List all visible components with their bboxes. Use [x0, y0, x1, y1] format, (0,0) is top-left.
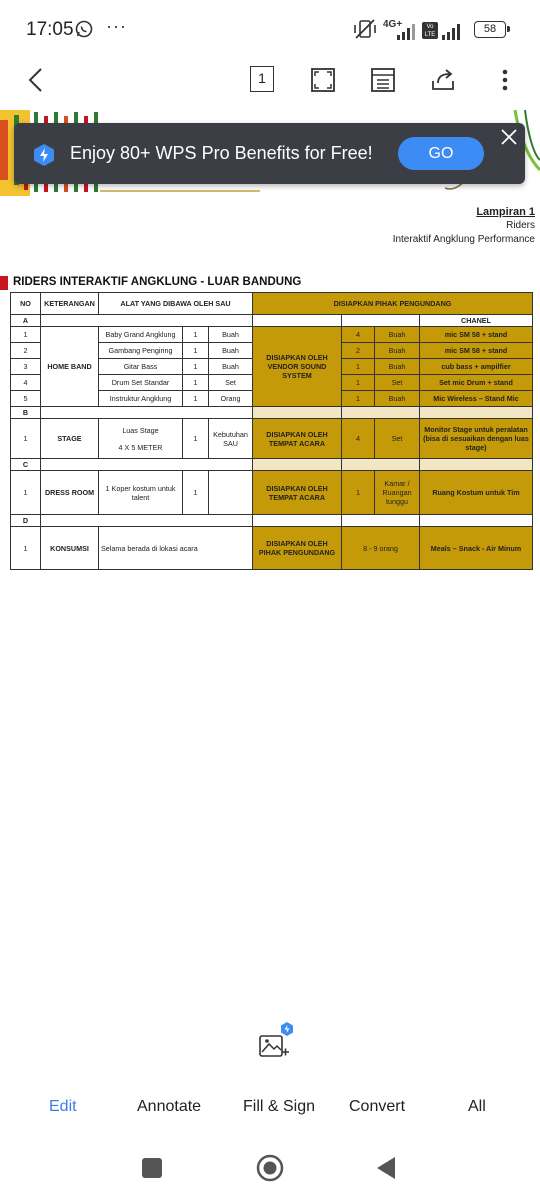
homeband-label: HOME BAND — [41, 327, 99, 407]
table-row: 3 Gitar Bass 1 Buah 1 Buah cub bass + ampilfier — [11, 359, 533, 375]
table-row: 1 DRESS ROOM 1 Koper kostum untuk talent 1 DISIAPKAN OLEH TEMPAT ACARA 1 Kamar / Ruangan tunggu Ruang Kostum untuk Tim — [11, 471, 533, 515]
table-row: 5 Instruktur Angklung 1 Orang 1 Buah Mic Wireless – Stand Mic — [11, 391, 533, 407]
insert-image-icon[interactable] — [258, 1022, 294, 1060]
dressroom-label: DRESS ROOM — [41, 471, 99, 515]
signal-icon-sim2 — [441, 24, 465, 40]
appendix-subtitle-1: Riders — [506, 220, 535, 231]
table-row: 1 HOME BAND Baby Grand Angklung 1 Buah DISIAPKAN OLEH VENDOR SOUND SYSTEM 4 Buah mic SM 58 + stand — [11, 327, 533, 343]
volte-icon: Vo LTE — [422, 22, 438, 39]
homeband-provider: DISIAPKAN OLEH VENDOR SOUND SYSTEM — [253, 327, 342, 407]
signal-icon-sim1 — [396, 24, 418, 40]
reading-mode-icon[interactable] — [368, 65, 398, 95]
table-row: 2 Gambang Pengiring 1 Buah 2 Buah mic SM 58 + stand — [11, 343, 533, 359]
table-title: RIDERS INTERAKTIF ANGKLUNG - LUAR BANDUNG — [13, 276, 302, 288]
section-a-row — [11, 315, 533, 327]
appendix-label — [393, 205, 535, 247]
more-notifications-icon: ··· — [106, 16, 127, 36]
status-time: 17:05 — [26, 19, 74, 40]
section-d-label: D — [11, 515, 41, 527]
share-icon[interactable] — [428, 65, 458, 95]
fill-sign-tab[interactable]: Fill & Sign — [243, 1098, 316, 1115]
header-alat: ALAT YANG DIBAWA OLEH SAU — [99, 293, 253, 315]
all-tab[interactable]: All — [468, 1098, 486, 1115]
header-disiapkan: DISIAPKAN PIHAK PENGUNDANG — [253, 293, 533, 315]
network-type: 4G+ — [383, 19, 403, 30]
edit-tab[interactable]: Edit — [49, 1098, 77, 1115]
convert-tab[interactable]: Convert — [349, 1098, 406, 1115]
whatsapp-icon — [75, 20, 93, 38]
document-view[interactable] — [0, 110, 540, 1050]
system-nav-bar — [0, 1140, 540, 1200]
back-arrow-icon[interactable] — [22, 65, 52, 95]
go-button[interactable]: GO — [398, 137, 484, 170]
promo-text: Enjoy 80+ WPS Pro Benefits for Free! — [70, 143, 373, 163]
table-header-row — [11, 293, 533, 315]
section-c-row — [11, 459, 533, 471]
konsumsi-label: KONSUMSI — [41, 527, 99, 570]
table-row: 4 Drum Set Standar 1 Set 1 Set Set mic Drum + stand — [11, 375, 533, 391]
section-c-label: C — [11, 459, 41, 471]
lightning-bolt-icon — [32, 143, 56, 167]
table-row: 1 STAGE Luas Stage 4 X 5 METER 1 Kebutuhan SAU DISIAPKAN OLEH TEMPAT ACARA 4 Set Monitor Stage untuk peralatan (bisa di sesuaikan dengan luas stage) — [11, 419, 533, 459]
title-marker — [0, 276, 8, 290]
battery-indicator: 58 — [474, 21, 506, 38]
toolbar — [0, 60, 540, 110]
close-icon[interactable] — [500, 128, 518, 146]
bottom-toolbar — [0, 1080, 540, 1140]
table-row: 1 KONSUMSI Selama berada di lokasi acara DISIAPKAN OLEH PIHAK PENGUNDANG 8 - 9 orang Meals – Snack - Air Minum — [11, 527, 533, 570]
promo-banner[interactable] — [14, 123, 525, 184]
more-vert-icon[interactable] — [490, 65, 520, 95]
back-nav-icon[interactable] — [375, 1156, 397, 1180]
status-bar — [0, 0, 540, 60]
appendix-title: Lampiran 1 — [476, 206, 535, 218]
appendix-subtitle-2: Interaktif Angklung Performance — [392, 234, 535, 245]
section-d-row — [11, 515, 533, 527]
header-no: NO — [11, 293, 41, 315]
page-count-button[interactable]: 1 — [250, 66, 274, 92]
section-b-label: B — [11, 407, 41, 419]
riders-table — [10, 292, 533, 570]
vibrate-mute-icon — [352, 18, 378, 40]
recents-icon[interactable] — [141, 1157, 163, 1179]
annotate-tab[interactable]: Annotate — [137, 1098, 202, 1115]
section-a-label: A — [11, 315, 41, 327]
section-b-row — [11, 407, 533, 419]
header-keterangan: KETERANGAN — [41, 293, 99, 315]
home-icon[interactable] — [255, 1153, 285, 1183]
fullscreen-icon[interactable] — [308, 65, 338, 95]
chanel-label: CHANEL — [420, 315, 533, 327]
stage-label: STAGE — [41, 419, 99, 459]
